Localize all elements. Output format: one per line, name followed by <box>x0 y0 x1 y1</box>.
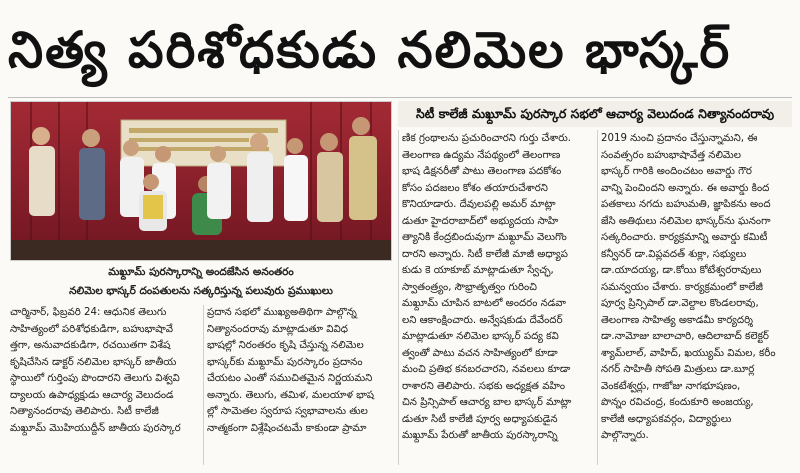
text-line: శ్యామ్‌లాల్, వాహిద్, ఖయ్యుమ్ విమల, కరీం <box>601 347 776 359</box>
text-line: కొనియాడారు. దేవులపల్లి అమర్ మాట్లా <box>402 199 556 210</box>
text-line: అన్నారు. తెలుగు, తమిళ, మలయాళ భాష <box>207 389 375 401</box>
text-line: మాట్లాడుతూ నలిమెల భాస్కర్ పద్య కవి <box>402 331 559 342</box>
photo-caption <box>10 263 392 301</box>
article-column-2 <box>207 305 395 465</box>
text-line: లని ఆకాంక్షించారు. అన్వేషకుడు దేవేందర్ <box>402 314 563 326</box>
text-line: వాన్ని పెంచిందని అన్నారు. ఈ అవార్డు కింద <box>601 182 770 194</box>
article-column-4 <box>601 131 792 467</box>
text-line: ల్లో సామెతల స్వరూప స్వభావాలను తుల <box>207 406 368 417</box>
text-line: కాలేజీ అధ్యాపకవర్గం, విద్యార్థులు <box>601 413 732 425</box>
text-line: భాష డిక్షనరీతో పాటు తెలంగాణ పదకోశం <box>402 166 562 177</box>
text-line: కోసం పదజలం కోశం తయారుచేశారని <box>402 182 548 194</box>
text-line: పతకాలు నగదు బహుమతి, జ్ఞాపికను అంద <box>601 199 771 210</box>
photo-caption-line: మఖ్దూమ్ పురస్కారాన్ని అందజేసిన అనంతరం <box>108 266 294 278</box>
article-column-1 <box>10 305 200 465</box>
text-line: డా.యాదయ్య, డా.కోయి కోటేశ్వరరావులు <box>601 265 762 276</box>
text-line: కన్వీనర్ డా.విప్లవదత్ శుక్లా, సభ్యులు <box>601 248 747 260</box>
text-line: మంచి ప్రతిభ కనబరచారని, నవలలు కూడా <box>402 364 571 375</box>
text-line: మఖ్దూమ్ మొహియుద్దీన్ జాతీయ పురస్కార <box>10 422 181 434</box>
text-line: పూర్వ ప్రిన్సిపాల్ డా.వెల్దాల కొండలరావు, <box>601 298 759 309</box>
text-line: ణిక గ్రంథాలను ప్రచురించారని గుర్తు చేశారు. <box>402 133 571 144</box>
text-line: దారని అన్నారు. సిటీ కాలేజీ మాజీ అధ్యాప <box>402 248 568 260</box>
text-line: కృషిచేసిన డాక్టర్ నలిమెల భాస్కర్ జాతీయ <box>10 356 177 368</box>
stage-illustration <box>11 102 392 261</box>
text-line: త్తగా, అనువాదకుడిగా, రచయితగా విశేష <box>10 340 171 351</box>
text-line: త్యానికి కేంద్రబిందువుగా మఖ్దూమ్ వెలుగొం <box>402 232 567 243</box>
text-line: స్వాతంత్ర్యం, సౌభ్రాతృత్వం గురించి <box>402 281 537 293</box>
text-line: 2019 నుంచి ప్రదానం చేస్తున్నామని, ఈ <box>601 133 758 144</box>
text-line: సాహిత్యంలో పరిశోధకుడిగా, బహుభాషావే <box>10 323 174 335</box>
article-column-3 <box>402 131 594 467</box>
event-photo <box>10 101 392 261</box>
text-line: నాత్మకంగా విశ్లేషించటమే కాకుండా ప్రామా <box>207 422 367 434</box>
text-line: మఖ్దూమ్ చూపిన బాటలో అందరం నడవా <box>402 298 566 309</box>
text-line: ప్రదాన సభలో ముఖ్యఅతిథిగా పాల్గొన్న <box>207 307 357 318</box>
text-line: జేసి అతిథులు నలిమెల భాస్కర్‌ను ఘనంగా <box>601 215 771 227</box>
column-divider <box>398 130 399 465</box>
column-divider <box>203 305 204 465</box>
text-line: డుతూ సిటీ కాలేజీ పూర్వ అధ్యాపకుడైన <box>402 413 558 425</box>
text-line: సత్కరించారు. కార్యక్రమాన్ని అవార్డు కమిటీ <box>601 232 768 243</box>
headline: నిత్య పరిశోధకుడు నలిమెల భాస్కర్ <box>8 21 732 79</box>
text-line: తెలంగాణ ఉద్యమ నేపథ్యంలో తెలంగాణ <box>402 149 561 161</box>
text-line: సంవత్సరం బహుభాషావేత్త నలిమెల <box>601 149 741 161</box>
headline-rule <box>8 97 792 98</box>
text-line: డుతూ హైదరాబాద్‌లో అభ్యుదయ సాహి <box>402 215 559 227</box>
text-line: కుడు కె యాకూబ్ మాట్లాడుతూ స్వేచ్ఛ, <box>402 265 554 276</box>
subheadline: సిటీ కాలేజీ మఖ్దూమ్ పురస్కార సభలో ఆచార్య వెలుదండ నిత్యానందరావు <box>398 101 792 127</box>
text-line: సమన్వయం చేశారు. కార్యక్రమంలో కాలేజీ <box>601 281 763 293</box>
text-line: మఖ్దూమ్ పేరుతో జాతీయ పురస్కారాన్ని <box>402 430 558 441</box>
column-divider <box>597 130 598 465</box>
text-line: ద్యాలయ ఉపాధ్యక్షుడు ఆచార్య వెలుదండ <box>10 389 174 401</box>
text-line: చేయటం ఎంతో సముచితమైన నిర్ణయమని <box>207 373 373 384</box>
text-line: రాశారని తెలిపారు. సభకు అధ్యక్షత వహిం <box>402 380 566 392</box>
text-line: తెలంగాణ సాహిత్య అకాడమీ కార్యదర్శి <box>601 314 753 326</box>
text-line: త్వంతో పాటు వచన సాహిత్యంలో కూడా <box>402 347 558 359</box>
text-line: వెంకటేశ్వర్లు, గాజోజు నాగభూషణం, <box>601 380 741 392</box>
text-line: చిన ప్రిన్సిపాల్ ఆచార్య బాల భాస్కర్ మాట్లా <box>402 397 572 408</box>
text-line: నిత్యానందరావు మాట్లాడుతూ వివిధ <box>207 323 348 335</box>
text-line: పొన్నం రవిచంద్ర, కందుకూరి అంజయ్య, <box>601 397 754 408</box>
text-line: భాషల్లో నిరంతరం కృషి చేస్తున్న నలిమెల <box>207 340 364 351</box>
text-line: భాస్కర్ గారికి అందించటం అవార్డు గౌర <box>601 166 752 177</box>
text-line: భాస్కర్‌కు మఖ్దూమ్ పురస్కారం ప్రదానం <box>207 356 363 368</box>
text-line: నిత్యానందరావు తెలిపారు. సిటీ కాలేజీ <box>10 406 159 417</box>
text-line: చార్మినార్, ఫిబ్రవరి 24: ఆధునిక తెలుగు <box>10 307 167 318</box>
photo-caption-line: నలిమెల భాస్కర్ దంపతులను సత్కరిస్తున్న పలువురు ప్రముఖులు <box>69 285 333 297</box>
text-line: నగర్ సాహితీ సోపతి మిత్రులు డా.బూర్ల <box>601 364 755 375</box>
text-line: స్థాయిలో గుర్తింపు పొందారని తెలుగు విశ్వవి <box>10 373 180 384</box>
text-line: డా.నామోజు బాలాచారి, ఆదిలాబాద్ కలెక్టర్ <box>601 331 769 342</box>
text-line: పాల్గొన్నారు. <box>601 430 649 441</box>
